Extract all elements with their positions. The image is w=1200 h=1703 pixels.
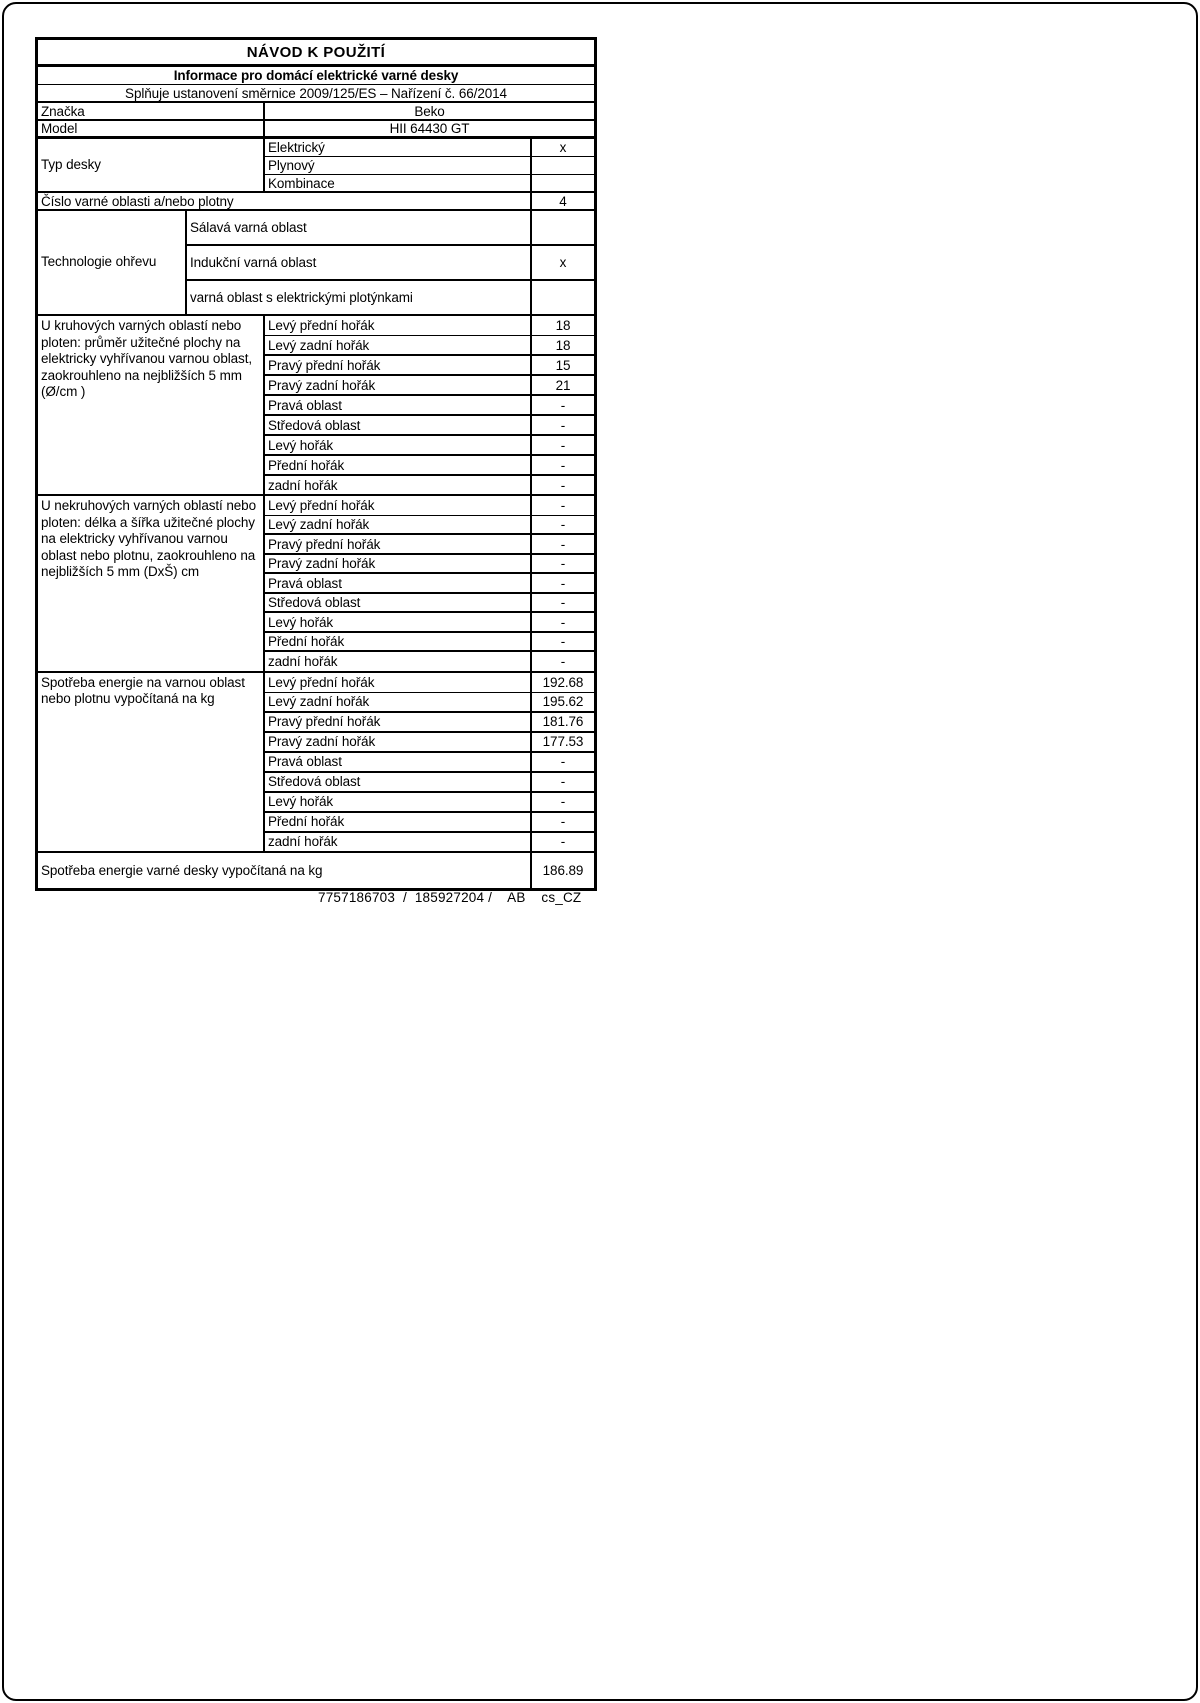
zone-name: Pravá oblast: [265, 574, 532, 592]
zone-value: 18: [555, 337, 571, 353]
section-nonround-zones: [38, 496, 594, 673]
round-zones-rows: [265, 316, 594, 494]
table-row: [265, 652, 594, 671]
table-row: [265, 436, 594, 456]
zone-value: -: [560, 498, 566, 513]
energy-per-zone-rows: [265, 673, 594, 851]
zone-value: -: [560, 437, 566, 453]
zone-value: -: [560, 834, 566, 849]
table-row-brand: [38, 103, 594, 121]
heating-name: varná oblast s elektrickými plotýnkami: [187, 281, 532, 314]
hob-type-rows: [265, 139, 594, 191]
table-row: [265, 456, 594, 476]
heating-value: [532, 211, 594, 244]
table-row: [265, 813, 594, 833]
table-row: [265, 633, 594, 652]
table-row: [265, 139, 594, 157]
section-hob-type: [38, 139, 594, 193]
zone-name: Přední hořák: [265, 456, 532, 474]
zone-name: Levý přední hořák: [265, 673, 532, 692]
zone-name: Levý hořák: [265, 793, 532, 811]
table-row: [265, 535, 594, 555]
heating-name: Sálavá varná oblast: [187, 211, 532, 244]
brand-label: Značka: [38, 103, 265, 119]
zone-name: Pravá oblast: [265, 396, 532, 414]
zone-name: zadní hořák: [265, 833, 532, 851]
zone-name: zadní hořák: [265, 476, 532, 494]
table-row: [187, 246, 594, 281]
zone-name: Středová oblast: [265, 594, 532, 611]
heating-technology-label: Technologie ohřevu: [38, 211, 187, 314]
heating-technology-rows: [187, 211, 594, 314]
zone-value: -: [560, 614, 566, 630]
zone-name: Levý zadní hořák: [265, 336, 532, 354]
table-row: [187, 281, 594, 314]
zone-name: Levý zadní hořák: [265, 516, 532, 533]
table-row: [265, 833, 594, 851]
zone-name: Pravý zadní hořák: [265, 555, 532, 572]
zone-value: -: [560, 397, 566, 413]
table-row: [265, 713, 594, 733]
zone-value: -: [560, 794, 566, 809]
type-name: Plynový: [265, 157, 532, 174]
table-row: [265, 753, 594, 773]
zone-value: 21: [555, 377, 571, 393]
zone-name: Pravý zadní hořák: [265, 733, 532, 751]
table-row: [265, 733, 594, 753]
product-fiche-table: [35, 37, 597, 891]
type-value: [532, 157, 594, 174]
zone-name: Levý zadní hořák: [265, 693, 532, 711]
heating-value: x: [559, 255, 567, 270]
zone-value: 177.53: [542, 734, 584, 749]
table-row-zone-count: [38, 193, 594, 211]
section-heating-technology: [38, 211, 594, 316]
zone-name: Levý hořák: [265, 436, 532, 454]
table-row: [265, 356, 594, 376]
zone-name: Přední hořák: [265, 813, 532, 831]
brand-value: Beko: [414, 103, 445, 119]
table-row: [265, 673, 594, 693]
table-row: [265, 416, 594, 436]
compliance-text: Splňuje ustanovení směrnice 2009/125/ES – Nařízení č. 66/2014: [125, 85, 507, 101]
table-row: [265, 594, 594, 613]
nonround-zones-label: U nekruhových varných oblastí nebo ploten: délka a šířka užitečné plochy na elektricky vyhřívanou varnou oblast nebo plotnu, zaokrouhleno na nejbližších 5 mm (DxŠ) cm: [38, 496, 265, 671]
zone-value: -: [560, 556, 566, 571]
model-label: Model: [38, 121, 265, 136]
zone-value: 195.62: [542, 694, 584, 709]
table-row-total-energy: [38, 853, 594, 888]
table-row: [265, 773, 594, 793]
zone-name: Pravý přední hořák: [265, 535, 532, 553]
zone-value: -: [560, 477, 566, 493]
page-title: NÁVOD K POUŽITÍ: [246, 43, 386, 61]
heating-name: Indukční varná oblast: [187, 246, 532, 279]
type-name: Elektrický: [265, 139, 532, 156]
table-row: [265, 175, 594, 191]
zone-value: -: [560, 417, 566, 433]
type-name: Kombinace: [265, 175, 532, 191]
nonround-zones-rows: [265, 496, 594, 671]
zone-name: Pravý zadní hořák: [265, 376, 532, 394]
zone-value: -: [560, 595, 566, 610]
table-row: [265, 555, 594, 574]
table-row-subtitle: [38, 67, 594, 85]
type-value: x: [559, 140, 567, 155]
table-row-model: [38, 121, 594, 139]
zone-name: Levý přední hořák: [265, 496, 532, 515]
table-row: [265, 693, 594, 713]
document-reference-footer: 7757186703 / 185927204 / AB cs_CZ: [318, 890, 582, 905]
table-row: [265, 376, 594, 396]
model-value: HII 64430 GT: [389, 121, 470, 136]
zone-value: -: [560, 774, 566, 789]
table-row-title: [38, 40, 594, 67]
zone-name: Středová oblast: [265, 773, 532, 791]
table-row: [265, 516, 594, 535]
zone-value: -: [560, 754, 566, 769]
zone-name: Pravý přední hořák: [265, 356, 532, 374]
table-row: [265, 396, 594, 416]
zone-name: Levý přední hořák: [265, 316, 532, 335]
table-row: [187, 211, 594, 246]
section-energy-per-zone: [38, 673, 594, 853]
zone-value: 18: [555, 318, 571, 333]
zone-value: -: [560, 814, 566, 829]
zone-value: -: [560, 517, 566, 532]
round-zones-label: U kruhových varných oblastí nebo ploten: průměr užitečné plochy na elektricky vyhřívanou varnou oblast, zaokrouhleno na nejbližších 5 mm (Ø/cm ): [38, 316, 265, 494]
table-row: [265, 316, 594, 336]
zone-value: 192.68: [542, 674, 584, 690]
zone-value: -: [560, 575, 566, 591]
table-row: [265, 574, 594, 594]
zone-count-value: 4: [559, 193, 567, 209]
zone-name: Pravá oblast: [265, 753, 532, 771]
total-energy-value: 186.89: [542, 862, 584, 878]
energy-per-zone-label: Spotřeba energie na varnou oblast nebo plotnu vypočítaná na kg: [38, 673, 265, 851]
zone-value: -: [560, 536, 566, 552]
zone-value: -: [560, 634, 566, 649]
page-subtitle: Informace pro domácí elektrické varné desky: [173, 68, 459, 83]
heating-value: [532, 281, 594, 314]
zone-name: Levý hořák: [265, 613, 532, 631]
table-row-compliance: [38, 85, 594, 103]
table-row: [265, 336, 594, 356]
table-row: [265, 476, 594, 494]
zone-value: 181.76: [542, 714, 584, 729]
zone-value: -: [560, 457, 566, 473]
section-round-zones: [38, 316, 594, 496]
zone-value: 15: [555, 357, 571, 373]
total-energy-label: Spotřeba energie varné desky vypočítaná na kg: [38, 853, 532, 888]
zone-name: zadní hořák: [265, 652, 532, 671]
hob-type-label: Typ desky: [38, 139, 265, 191]
table-row: [265, 613, 594, 633]
table-row: [265, 157, 594, 175]
type-value: [532, 175, 594, 191]
table-row: [265, 496, 594, 516]
zone-name: Přední hořák: [265, 633, 532, 650]
zone-value: -: [560, 653, 566, 669]
table-row: [265, 793, 594, 813]
zone-name: Pravý přední hořák: [265, 713, 532, 731]
zone-name: Středová oblast: [265, 416, 532, 434]
zone-count-label: Číslo varné oblasti a/nebo plotny: [38, 193, 532, 209]
